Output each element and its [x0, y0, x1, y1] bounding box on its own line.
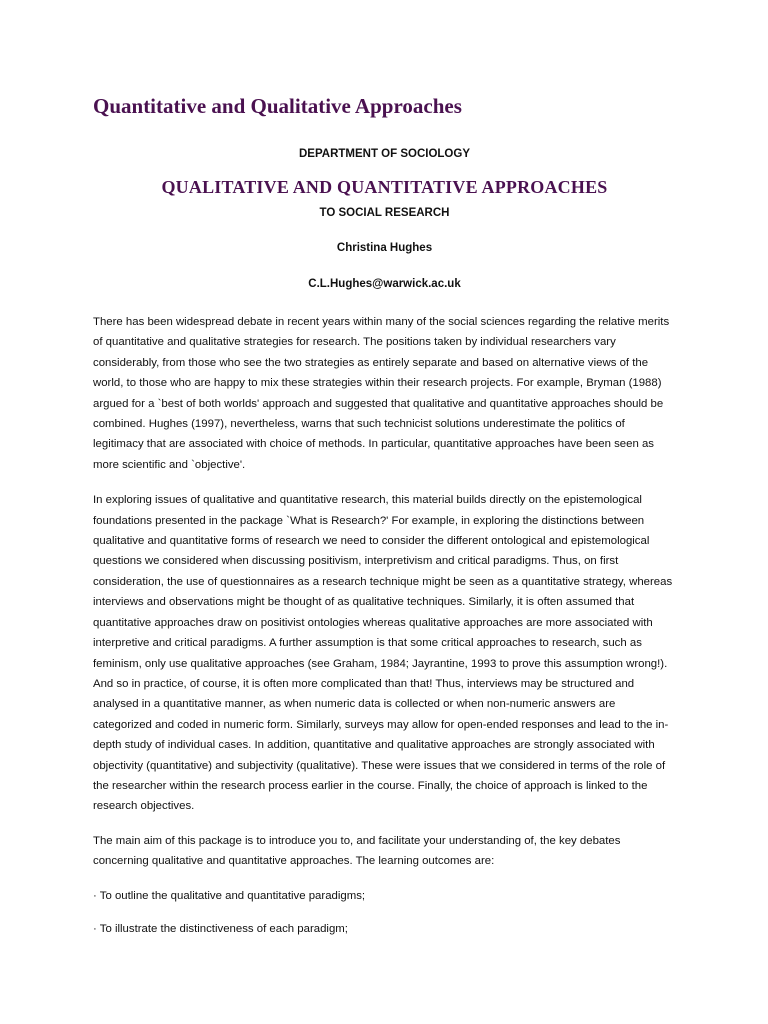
body-paragraph-2: In exploring issues of qualitative and quantitative research, this material builds directly on the epistemological foundations presented in the package `What is Research?' For example, in exploring the distinctions between qualitative and quantitative forms of research we need to consider the different ontological and epistemological questions we considered when discussing positivism, interpretivism and critical paradigms. Thus, on first consideration, the use of questionnaires as a research technique might be seen as a quantitative strategy, whereas interviews and observations might be thought of as qualitative techniques. Similarly, it is often assumed that quantitative approaches draw on positivist ontologies whereas qualitative approaches are more associated with interpretive and critical paradigms. A further assumption is that some critical approaches to research, such as feminism, only use qualitative approaches (see Graham, 1984; Jayrantine, 1993 to prove this assumption wrong!). And so in practice, of course, it is often more complicated than that! Thus, interviews may be structured and analysed in a quantitative manner, as when numeric data is collected or when non-numeric answers are categorized and coded in numeric form. Similarly, surveys may allow for open-ended responses and lead to the in-depth study of individual cases. In addition, quantitative and qualitative approaches are strongly associated with objectivity (quantitative) and subjectivity (qualitative). These were issues that we considered in terms of the role of the researcher within the research process earlier in the course. Finally, the choice of approach is linked to the research objectives. — [93, 494, 673, 813]
learning-outcome-item: · To outline the qualitative and quantitative paradigms; — [93, 889, 366, 902]
paper-title: QUALITATIVE AND QUANTITATIVE APPROACHES — [161, 177, 608, 197]
author-email: C.L.Hughes@warwick.ac.uk — [308, 278, 461, 290]
body-paragraph-1: There has been widespread debate in recent years within many of the social sciences regarding the relative merits of quantitative and qualitative strategies for research. The positions taken by individual researchers vary considerably, from those who see the two strategies as entirely separate and based on alternative views of the world, to those who are happy to mix these strategies within their research projects. For example, Bryman (1988) argued for a `best of both worlds' approach and suggested that qualitative and quantitative approaches should be combined. Hughes (1997), nevertheless, warns that such technicist solutions underestimate the politics of legitimacy that are associated with choice of methods. In particular, quantitative approaches have been seen as more scientific and `objective'. — [93, 316, 670, 471]
learning-outcome-item: · To illustrate the distinctiveness of each paradigm; — [93, 922, 348, 935]
author-name: Christina Hughes — [336, 242, 433, 254]
body-paragraph-3: The main aim of this package is to introduce you to, and facilitate your understanding of, the key debates concerning qualitative and quantitative approaches. The learning outcomes are: — [93, 834, 621, 868]
document-title: Quantitative and Qualitative Approaches — [93, 94, 462, 118]
department-heading: DEPARTMENT OF SOCIOLOGY — [298, 148, 470, 160]
paper-tagline: TO SOCIAL RESEARCH — [319, 207, 450, 219]
